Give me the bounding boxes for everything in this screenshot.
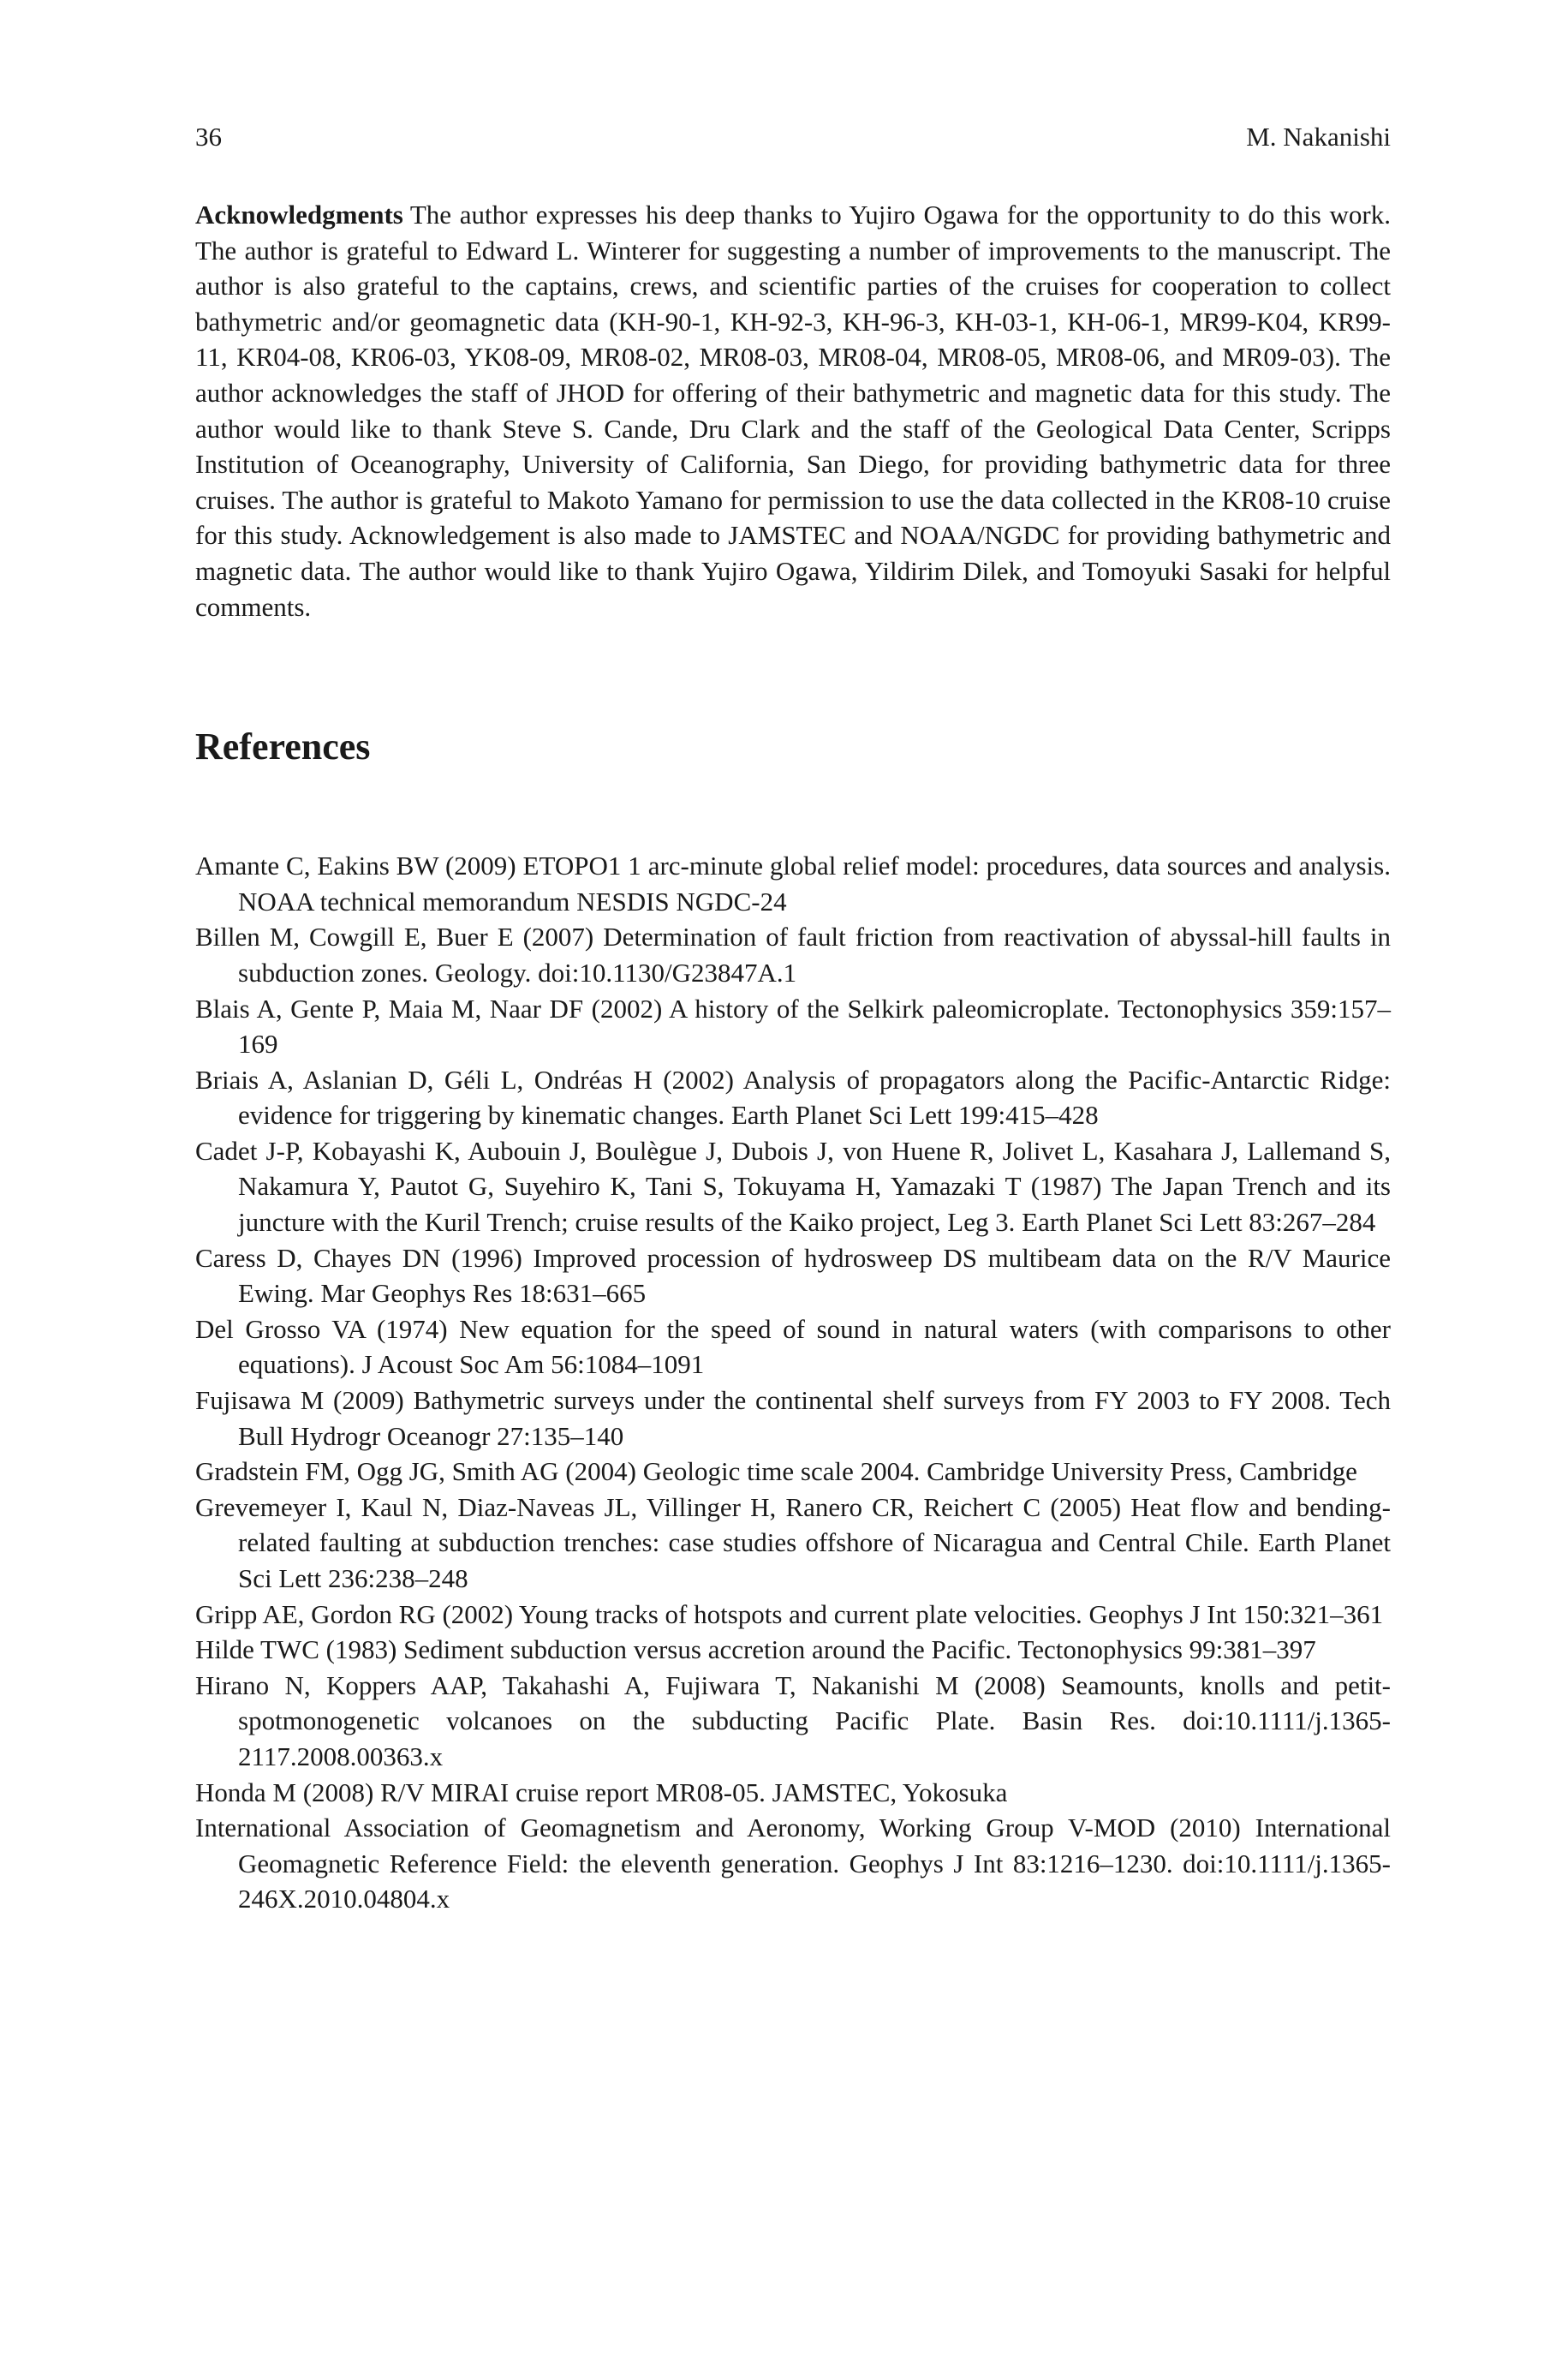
reference-item: Amante C, Eakins BW (2009) ETOPO1 1 arc-minute global relief model: procedures, data sources and analysis. NOAA technical memorandum NESDIS NGDC-24 [195, 851, 1391, 917]
page-content [195, 120, 1391, 1917]
reference-item: Gripp AE, Gordon RG (2002) Young tracks of hotspots and current plate velocities. Geophys J Int 150:321–361 [195, 1598, 1384, 1629]
reference-item: Billen M, Cowgill E, Buer E (2007) Determination of fault friction from reactivation of abyssal-hill faults in subduction zones. Geology. doi:10.1130/G23847A.1 [195, 922, 1391, 988]
acknowledgments-heading: Acknowledgments [195, 200, 403, 230]
reference-item: Fujisawa M (2009) Bathymetric surveys under the continental shelf surveys from FY 2003 to FY 2008. Tech Bull Hydrogr Oceanogr 27:135–140 [195, 1385, 1391, 1451]
reference-item: Blais A, Gente P, Maia M, Naar DF (2002) A history of the Selkirk paleomicroplate. Tectonophysics 359:157–169 [195, 993, 1391, 1060]
page-number: 36 [195, 122, 222, 152]
reference-item: Gradstein FM, Ogg JG, Smith AG (2004) Geologic time scale 2004. Cambridge University Press, Cambridge [195, 1456, 1357, 1487]
reference-item: Hirano N, Koppers AAP, Takahashi A, Fujiwara T, Nakanishi M (2008) Seamounts, knolls and petit-spotmonogenetic volcanoes on the subducting Pacific Plate. Basin Res. doi:10.1111/j.1365-2117.2008.00363.x [195, 1669, 1391, 1771]
acknowledgments-text: The author expresses his deep thanks to Yujiro Ogawa for the opportunity to do this work. The author is grateful to Edward L. Winterer for suggesting a number of improvements to the manuscript. The author is also grateful to the captains, crews, and scientific parties of the cruises for cooperation to collect bathymetric and/or geomagnetic data (KH-90-1, KH-92-3, KH-96-3, KH-03-1, KH-06-1, MR99-K04, KR99-11, KR04-08, KR06-03, YK08-09, MR08-02, MR08-03, MR08-04, MR08-05, MR08-06, and MR09-03). The author acknowledges the staff of JHOD for offering of their bathymetric and magnetic data for this study. The author would like to thank Steve S. Cande, Dru Clark and the staff of the Geological Data Center, Scripps Institution of Oceanography, University of California, San Diego, for providing bathymetric data for three cruises. The author is grateful to Makoto Yamano for permission to use the data collected in the KR08-10 cruise for this study. Acknowledgement is also made to JAMSTEC and NOAA/NGDC for providing bathymetric and magnetic data. The author would like to thank Yujiro Ogawa, Yildirim Dilek, and Tomoyuki Sasaki for helpful comments. [195, 200, 1391, 622]
references-title: References [195, 726, 371, 768]
reference-item: Cadet J-P, Kobayashi K, Aubouin J, Boulègue J, Dubois J, von Huene R, Jolivet L, Kasahara J, Lallemand S, Nakamura Y, Pautot G, Suyehiro K, Tani S, Tokuyama H, Yamazaki T (1987) The Japan Trench and its juncture with the Kuril Trench; cruise results of the Kaiko project, Leg 3. Earth Planet Sci Lett 83:267–284 [195, 1135, 1391, 1238]
reference-item: Caress D, Chayes DN (1996) Improved procession of hydrosweep DS multibeam data on the R/V Maurice Ewing. Mar Geophys Res 18:631–665 [195, 1242, 1391, 1309]
reference-item: Hilde TWC (1983) Sediment subduction versus accretion around the Pacific. Tectonophysics 99:381–397 [195, 1634, 1316, 1665]
reference-item: Grevemeyer I, Kaul N, Diaz-Naveas JL, Villinger H, Ranero CR, Reichert C (2005) Heat flow and bending-related faulting at subduction trenches: case studies offshore of Nicaragua and Central Chile. Earth Planet Sci Lett 236:238–248 [195, 1491, 1391, 1593]
reference-item: Briais A, Aslanian D, Géli L, Ondréas H (2002) Analysis of propagators along the Pacific-Antarctic Ridge: evidence for triggering by kinematic changes. Earth Planet Sci Lett 199:415–428 [195, 1064, 1391, 1131]
reference-item: International Association of Geomagnetism and Aeronomy, Working Group V-MOD (2010) International Geomagnetic Reference Field: the eleventh generation. Geophys J Int 83:1216–1230. doi:10.1111/j.1365-246X.2010.04804.x [195, 1813, 1391, 1914]
reference-list [195, 848, 1391, 1917]
reference-item: Del Grosso VA (1974) New equation for the speed of sound in natural waters (with comparisons to other equations). J Acoust Soc Am 56:1084–1091 [195, 1313, 1391, 1380]
running-head-author: M. Nakanishi [1246, 122, 1391, 152]
reference-item: Honda M (2008) R/V MIRAI cruise report MR08-05. JAMSTEC, Yokosuka [195, 1777, 1008, 1807]
running-head [195, 120, 1391, 154]
acknowledgments-paragraph [195, 197, 1391, 624]
